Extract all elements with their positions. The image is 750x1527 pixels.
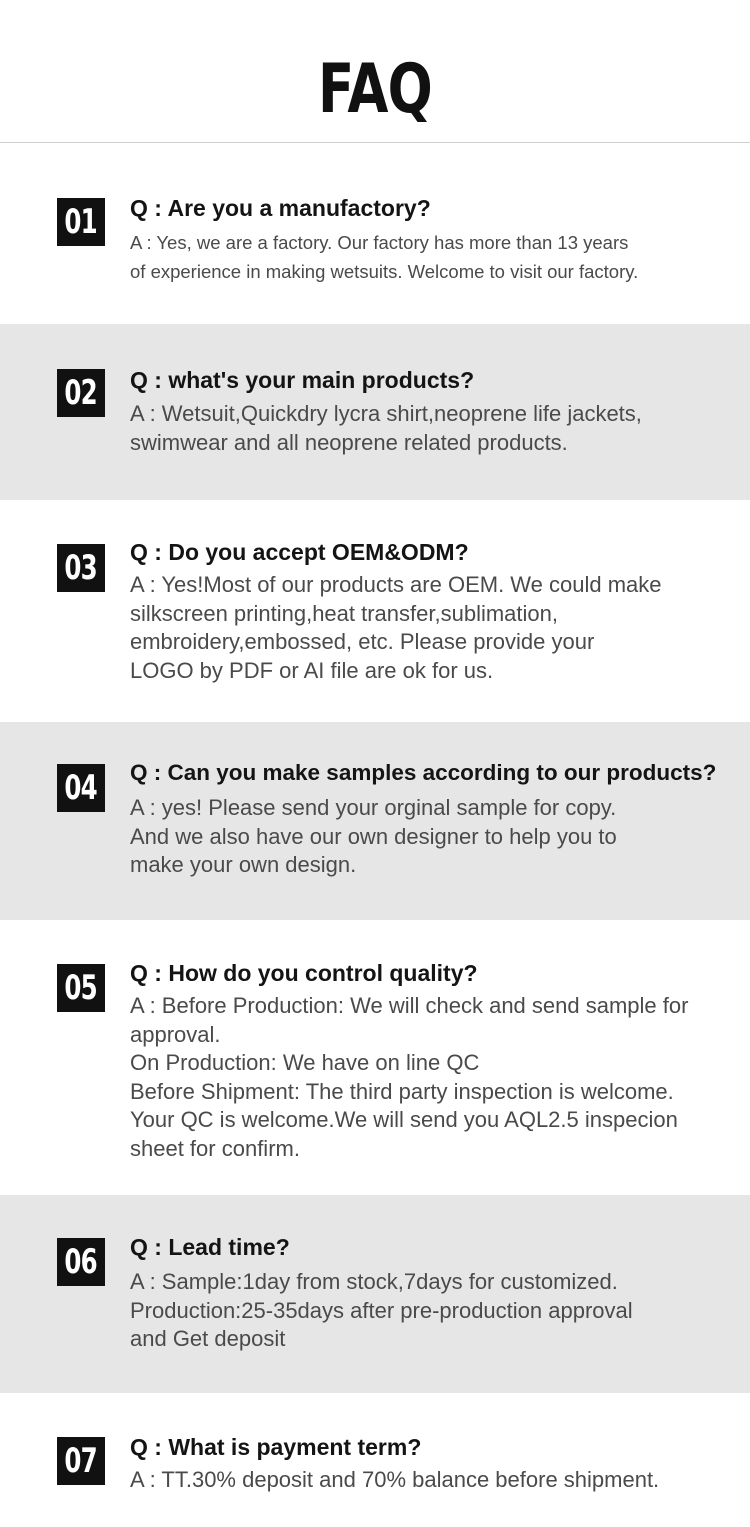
faq-item [0,1393,750,1527]
faq-answer-line: and Get deposit [130,1326,286,1351]
faq-answer-line: make your own design. [130,852,357,877]
faq-question: Q : Can you make samples according to our products? [130,760,717,785]
faq-item [0,1195,750,1393]
faq-answer-prefix: A : [130,232,157,253]
faq-number-badge [57,198,105,246]
faq-number-badge [57,964,105,1012]
faq-question: Q : Do you accept OEM&ODM? [130,539,469,565]
faq-number: 07 [64,1441,98,1481]
faq-answer-prefix: A : [130,1269,162,1294]
faq-item [0,324,750,500]
faq-answer-line: A : Yes, we are a factory. Our factory has more than 13 years [130,232,629,253]
faq-answer-line: of experience in making wetsuits. Welcome to visit our factory. [130,260,639,282]
faq-answer [130,1466,736,1495]
faq-number: 05 [64,968,98,1008]
page-header [0,0,750,143]
faq-answer-line: sheet for confirm. [130,1135,300,1161]
faq-answer-line: approval. [130,1021,221,1047]
faq-answer [130,992,746,1163]
faq-answer-line: A : TT.30% deposit and 70% balance before shipment. [130,1467,660,1492]
faq-number: 01 [64,202,98,242]
faq-number: 03 [64,548,98,588]
faq-question: Q : what's your main products? [130,367,475,393]
faq-answer [130,571,736,685]
faq-answer-line: swimwear and all neoprene related products. [130,429,568,455]
faq-question: Q : What is payment term? [130,1434,422,1460]
faq-answer-line: And we also have our own designer to help you to [130,823,617,849]
faq-answer-prefix: A : [130,1467,162,1492]
faq-number-badge [57,1238,105,1286]
faq-answer-line: A : yes! Please send your orginal sample for copy. [130,795,617,820]
faq-answer-line: A : Sample:1day from stock,7days for customized. [130,1269,618,1294]
faq-question: Q : Are you a manufactory? [130,195,431,221]
page-title: FAQ [318,50,432,129]
faq-answer-prefix: A : [130,401,162,426]
faq-answer-line: A : Wetsuit,Quickdry lycra shirt,neoprene life jackets, [130,401,642,426]
faq-answer-line: On Production: We have on line QC [130,1050,480,1075]
faq-number-badge [57,1437,105,1485]
faq-answer-line: embroidery,embossed, etc. Please provide your [130,629,595,654]
faq-answer-prefix: A : [130,795,162,820]
faq-answer [130,1268,736,1354]
faq-item [0,722,750,920]
faq-answer-line: Your QC is welcome.We will send you AQL2.5 inspecion [130,1107,678,1132]
faq-number-badge [57,764,105,812]
faq-number: 02 [64,373,98,413]
faq-answer [130,229,736,286]
faq-answer-line: Before Shipment: The third party inspection is welcome. [130,1078,674,1104]
faq-answer-line: A : Yes!Most of our products are OEM. We could make [130,572,662,597]
faq-answer [130,400,736,457]
faq-answer-line: silkscreen printing,heat transfer,sublimation, [130,600,558,626]
faq-number: 06 [64,1242,98,1282]
faq-answer-line: A : Before Production: We will check and send sample for [130,993,689,1018]
faq-answer-prefix: A : [130,993,162,1018]
faq-answer-line: Production:25-35days after pre-production approval [130,1297,633,1323]
faq-number: 04 [64,768,98,808]
faq-question: Q : Lead time? [130,1234,290,1260]
faq-number-badge [57,369,105,417]
faq-question: Q : How do you control quality? [130,960,478,986]
faq-answer [130,794,736,880]
faq-item [0,920,750,1195]
faq-item [0,143,750,324]
faq-item [0,500,750,722]
faq-answer-line: LOGO by PDF or AI file are ok for us. [130,657,494,683]
faq-answer-prefix: A : [130,572,162,597]
faq-number-badge [57,544,105,592]
